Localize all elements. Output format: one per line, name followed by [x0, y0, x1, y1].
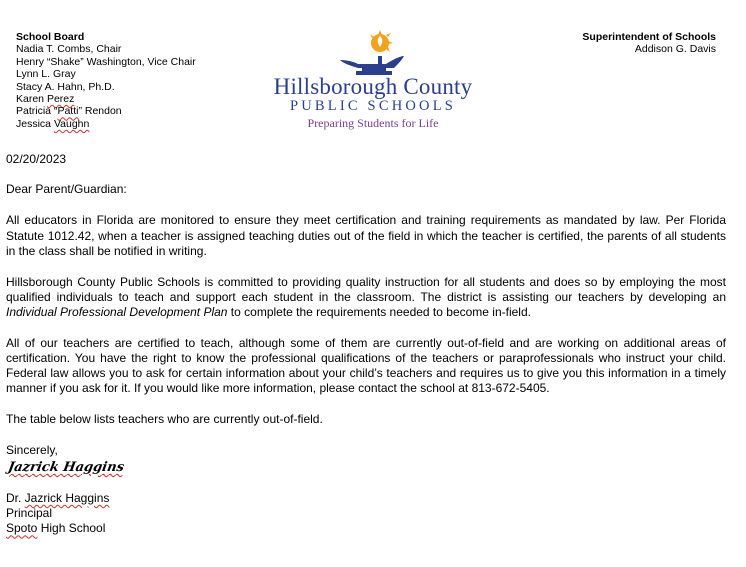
board-member: Henry “Shake” Washington, Vice Chair: [16, 55, 196, 68]
board-member: Stacy A. Hahn, Ph.D.: [16, 80, 115, 93]
superintendent-block: [582, 31, 716, 56]
board-member-nickname: Patti: [57, 105, 79, 118]
school-name-first: Spoto: [6, 521, 38, 536]
signer-name: Jazrick Haggins: [24, 490, 110, 505]
board-member-last: Vaughn: [53, 117, 90, 130]
plan-name: Individual Professional Development Plan: [6, 304, 228, 319]
logo-org-name: Hillsborough County: [273, 74, 473, 99]
board-member: [16, 118, 196, 130]
paragraph-text: to complete the requirements needed to become in-field.: [227, 304, 531, 319]
lamp-of-learning-icon: [334, 30, 414, 76]
school-board-heading: School Board: [16, 31, 85, 43]
board-member-last: Perez: [46, 93, 75, 106]
paragraph-text: Hillsborough County Public Schools is committed to providing quality instruction for all students and does so by employing the most qualified individuals to teach and support each student in the classroom. The district is assisting our teachers by developing an: [6, 274, 726, 304]
signature: Jazrick Haggins: [6, 459, 126, 475]
letter-greeting: Dear Parent/Guardian:: [6, 182, 127, 197]
board-member: Lynn L. Gray: [16, 68, 76, 81]
paragraph-commitment: [6, 275, 726, 321]
letter-date: 02/20/2023: [6, 152, 67, 166]
paragraph-certification: All educators in Florida are monitored to ensure they meet certification and training requirements as mandated by law. Per Florida Statute 1012.42, when a teacher is assigned teaching duties out of the field in which the teacher is certified, the parents of all students in the class shall be notified in writing.: [6, 213, 726, 258]
board-member-first: Karen: [16, 93, 45, 106]
school-name-line: [6, 521, 726, 536]
school-board-block: [16, 31, 196, 130]
logo-tagline: Preparing Students for Life: [307, 116, 439, 130]
board-member-first: Patricia “: [16, 105, 58, 118]
letter-body: [6, 152, 726, 536]
school-name-rest: High School: [37, 521, 106, 536]
logo-sub-name: PUBLIC SCHOOLS: [289, 98, 457, 114]
signer-title: Principal: [6, 506, 53, 521]
superintendent-name: Addison G. Davis: [634, 43, 716, 56]
signer-name-line: [6, 491, 726, 506]
board-member: [16, 93, 196, 105]
paragraph-rights: All of our teachers are certified to teach, although some of them are currently out-of-field and are working on additional areas of certification. You have the right to know the professional qualifications of the teachers or paraprofessionals who instruct your child. Federal law allows you to ask for certain information about your child’s teachers and requires us to give you this information in a timely manner if you ask for it. If you would like more information, please contact the school at 813-672-5405.: [6, 335, 726, 396]
board-member: [16, 105, 196, 117]
board-member: Nadia T. Combs, Chair: [16, 43, 122, 56]
letter-closing: Sincerely,: [6, 442, 58, 457]
paragraph-table-intro: The table below lists teachers who are currently out-of-field.: [6, 411, 323, 426]
board-member-first: Jessica: [16, 117, 52, 130]
superintendent-heading: Superintendent of Schools: [582, 31, 716, 43]
board-member-last: ” Rendon: [78, 105, 122, 118]
district-logo: [262, 30, 484, 132]
signer-prefix: Dr.: [6, 490, 25, 505]
